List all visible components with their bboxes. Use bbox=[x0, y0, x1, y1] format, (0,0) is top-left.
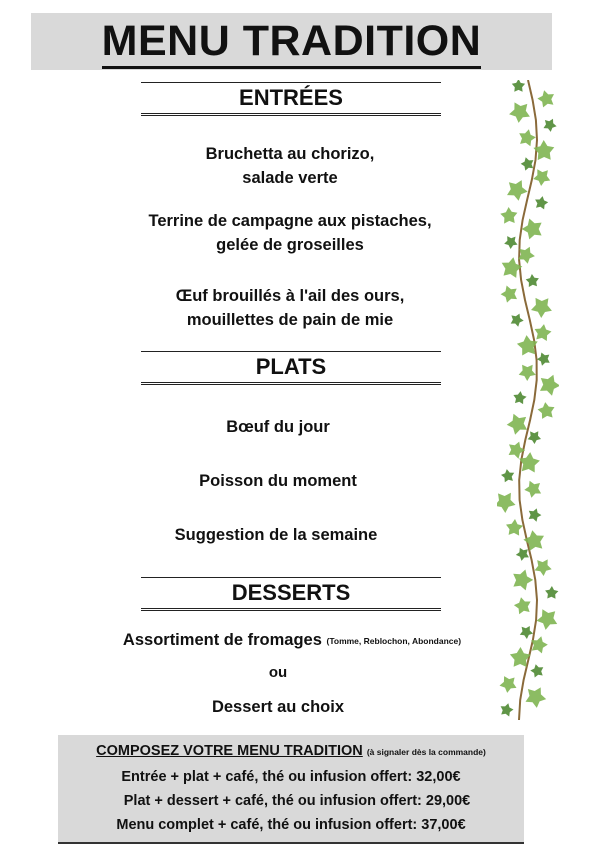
ivy-vine-icon bbox=[497, 80, 559, 720]
dessert-or: ou bbox=[268, 664, 288, 681]
cheese-detail: (Tomme, Reblochon, Abondance) bbox=[326, 636, 462, 646]
entree-item-1: Bruchetta au chorizo, salade verte bbox=[205, 145, 375, 187]
section-heading-plats: PLATS bbox=[141, 351, 441, 385]
combo-line-2: Plat + dessert + café, thé ou infusion offert: 29,00€ bbox=[123, 793, 471, 809]
dessert-item-choice: Dessert au choix bbox=[211, 698, 345, 716]
entree-item-2: Terrine de campagne aux pistaches, gelée de groseilles bbox=[148, 212, 432, 254]
dessert-item-cheese: Assortiment de fromages (Tomme, Reblochon, Abondance) bbox=[122, 631, 462, 649]
plat-item-3: Suggestion de la semaine bbox=[174, 526, 378, 544]
combo-line-1: Entrée + plat + café, thé ou infusion offert: 32,00€ bbox=[121, 769, 461, 785]
title-band bbox=[31, 13, 552, 70]
combo-line-3: Menu complet + café, thé ou infusion offert: 37,00€ bbox=[116, 817, 466, 833]
plat-item-1: Bœuf du jour bbox=[226, 418, 330, 436]
plat-item-2: Poisson du moment bbox=[199, 472, 357, 490]
section-heading-desserts: DESSERTS bbox=[141, 577, 441, 611]
menu-combination-box bbox=[58, 735, 524, 844]
entree-item-3: Œuf brouillés à l'ail des ours, mouillettes de pain de mie bbox=[175, 287, 405, 329]
combo-heading: COMPOSEZ VOTRE MENU TRADITION (à signaler dès la commande) bbox=[96, 743, 486, 759]
combo-note: (à signaler dès la commande) bbox=[366, 747, 486, 757]
section-heading-entrees: ENTRÉES bbox=[141, 82, 441, 116]
menu-title: MENU TRADITION bbox=[102, 13, 482, 69]
